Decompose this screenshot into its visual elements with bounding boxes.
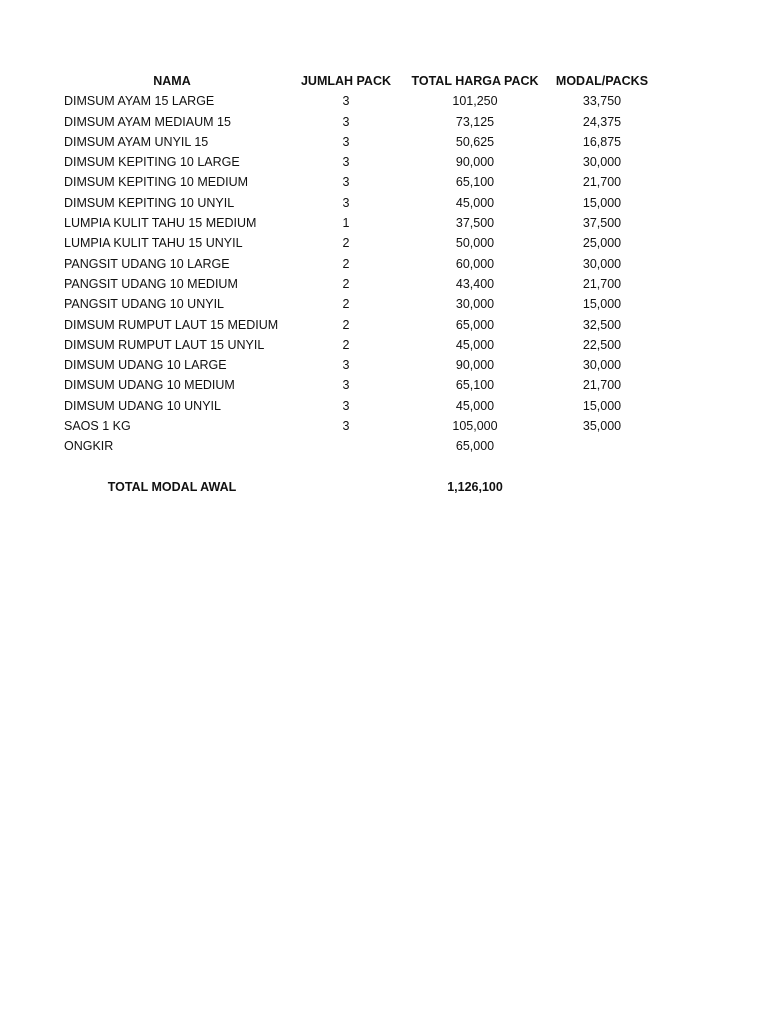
cell-jumlah-pack: 2 bbox=[342, 256, 350, 271]
table-row bbox=[0, 375, 768, 395]
cell-modal-packs bbox=[552, 436, 652, 456]
total-label: TOTAL MODAL AWAL bbox=[107, 479, 237, 494]
cell-total-harga-pack: 73,125 bbox=[455, 114, 495, 129]
table-row bbox=[0, 436, 768, 456]
table-row bbox=[0, 355, 768, 375]
cell-total-harga-pack: 65,100 bbox=[455, 175, 495, 190]
cell-total-harga-pack: 105,000 bbox=[452, 419, 498, 434]
header-nama: NAMA bbox=[153, 74, 191, 88]
cell-jumlah-pack: 3 bbox=[342, 378, 350, 393]
cell-nama: DIMSUM UDANG 10 UNYIL bbox=[64, 398, 221, 413]
cell-jumlah-pack: 2 bbox=[342, 317, 350, 332]
cell-total-harga-pack: 90,000 bbox=[455, 358, 495, 373]
cell-nama: ONGKIR bbox=[64, 439, 114, 454]
cell-jumlah-pack: 2 bbox=[342, 297, 350, 312]
cell-jumlah-pack: 3 bbox=[342, 94, 350, 109]
cell-modal-packs: 25,000 bbox=[582, 236, 622, 251]
table-row bbox=[0, 193, 768, 213]
cell-jumlah-pack bbox=[296, 436, 396, 456]
header-modal-packs: MODAL/PACKS bbox=[555, 74, 649, 88]
header-total-harga-pack: TOTAL HARGA PACK bbox=[411, 74, 539, 88]
cell-nama: PANGSIT UDANG 10 UNYIL bbox=[64, 297, 224, 312]
cell-jumlah-pack: 1 bbox=[342, 216, 350, 231]
cell-total-harga-pack: 37,500 bbox=[455, 216, 495, 231]
cell-jumlah-pack: 3 bbox=[342, 134, 350, 149]
cell-jumlah-pack: 2 bbox=[342, 276, 350, 291]
cell-modal-packs: 30,000 bbox=[582, 155, 622, 170]
cell-modal-packs: 15,000 bbox=[582, 297, 622, 312]
cell-modal-packs: 21,700 bbox=[582, 175, 622, 190]
cell-jumlah-pack: 3 bbox=[342, 358, 350, 373]
cell-nama: DIMSUM RUMPUT LAUT 15 UNYIL bbox=[64, 337, 265, 352]
cell-total-harga-pack: 43,400 bbox=[455, 276, 495, 291]
cell-modal-packs: 30,000 bbox=[582, 358, 622, 373]
table-row bbox=[0, 213, 768, 233]
cell-total-harga-pack: 65,000 bbox=[455, 439, 495, 454]
table-row bbox=[0, 233, 768, 253]
table-row bbox=[0, 274, 768, 294]
spreadsheet-table bbox=[0, 71, 768, 497]
cell-nama: DIMSUM AYAM MEDIAUM 15 bbox=[64, 114, 231, 129]
cell-jumlah-pack: 3 bbox=[342, 114, 350, 129]
cell-nama: DIMSUM UDANG 10 LARGE bbox=[64, 358, 227, 373]
cell-total-harga-pack: 50,625 bbox=[455, 134, 495, 149]
table-body bbox=[0, 91, 768, 456]
cell-modal-packs: 32,500 bbox=[582, 317, 622, 332]
cell-nama: DIMSUM RUMPUT LAUT 15 MEDIUM bbox=[64, 317, 279, 332]
table-row bbox=[0, 172, 768, 192]
cell-jumlah-pack: 3 bbox=[342, 419, 350, 434]
table-row bbox=[0, 132, 768, 152]
spacer-row bbox=[0, 457, 768, 477]
cell-jumlah-pack: 2 bbox=[342, 236, 350, 251]
cell-jumlah-pack: 3 bbox=[342, 155, 350, 170]
cell-total-harga-pack: 101,250 bbox=[452, 94, 498, 109]
table-row bbox=[0, 335, 768, 355]
cell-jumlah-pack: 2 bbox=[342, 337, 350, 352]
cell-nama: DIMSUM AYAM UNYIL 15 bbox=[64, 134, 209, 149]
table-row bbox=[0, 152, 768, 172]
table-row bbox=[0, 254, 768, 274]
cell-total-harga-pack: 45,000 bbox=[455, 195, 495, 210]
cell-jumlah-pack: 3 bbox=[342, 195, 350, 210]
table-row bbox=[0, 294, 768, 314]
table-row bbox=[0, 91, 768, 111]
cell-jumlah-pack: 3 bbox=[342, 398, 350, 413]
cell-nama: SAOS 1 KG bbox=[64, 419, 131, 434]
table-row bbox=[0, 416, 768, 436]
cell-modal-packs: 21,700 bbox=[582, 378, 622, 393]
cell-nama: DIMSUM UDANG 10 MEDIUM bbox=[64, 378, 235, 393]
cell-nama: DIMSUM KEPITING 10 MEDIUM bbox=[64, 175, 249, 190]
cell-nama: DIMSUM KEPITING 10 LARGE bbox=[64, 155, 240, 170]
cell-modal-packs: 15,000 bbox=[582, 398, 622, 413]
cell-nama: DIMSUM KEPITING 10 UNYIL bbox=[64, 195, 235, 210]
total-value: 1,126,100 bbox=[447, 479, 503, 494]
cell-total-harga-pack: 60,000 bbox=[455, 256, 495, 271]
cell-total-harga-pack: 90,000 bbox=[455, 155, 495, 170]
cell-modal-packs: 30,000 bbox=[582, 256, 622, 271]
cell-modal-packs: 24,375 bbox=[582, 114, 622, 129]
table-row bbox=[0, 396, 768, 416]
total-row bbox=[0, 477, 768, 497]
cell-total-harga-pack: 65,000 bbox=[455, 317, 495, 332]
cell-modal-packs: 21,700 bbox=[582, 276, 622, 291]
cell-nama: DIMSUM AYAM 15 LARGE bbox=[64, 94, 215, 109]
cell-total-harga-pack: 30,000 bbox=[455, 297, 495, 312]
cell-modal-packs: 16,875 bbox=[582, 134, 622, 149]
cell-modal-packs: 37,500 bbox=[582, 216, 622, 231]
cell-modal-packs: 22,500 bbox=[582, 337, 622, 352]
cell-modal-packs: 33,750 bbox=[582, 94, 622, 109]
cell-jumlah-pack: 3 bbox=[342, 175, 350, 190]
cell-total-harga-pack: 65,100 bbox=[455, 378, 495, 393]
cell-modal-packs: 15,000 bbox=[582, 195, 622, 210]
cell-total-harga-pack: 45,000 bbox=[455, 398, 495, 413]
cell-total-harga-pack: 45,000 bbox=[455, 337, 495, 352]
table-row bbox=[0, 315, 768, 335]
cell-modal-packs: 35,000 bbox=[582, 419, 622, 434]
cell-nama: LUMPIA KULIT TAHU 15 UNYIL bbox=[64, 236, 243, 251]
table-row bbox=[0, 112, 768, 132]
cell-nama: LUMPIA KULIT TAHU 15 MEDIUM bbox=[64, 216, 257, 231]
header-row bbox=[0, 71, 768, 91]
cell-total-harga-pack: 50,000 bbox=[455, 236, 495, 251]
cell-nama: PANGSIT UDANG 10 LARGE bbox=[64, 256, 230, 271]
cell-nama: PANGSIT UDANG 10 MEDIUM bbox=[64, 276, 238, 291]
header-jumlah-pack: JUMLAH PACK bbox=[300, 74, 392, 88]
